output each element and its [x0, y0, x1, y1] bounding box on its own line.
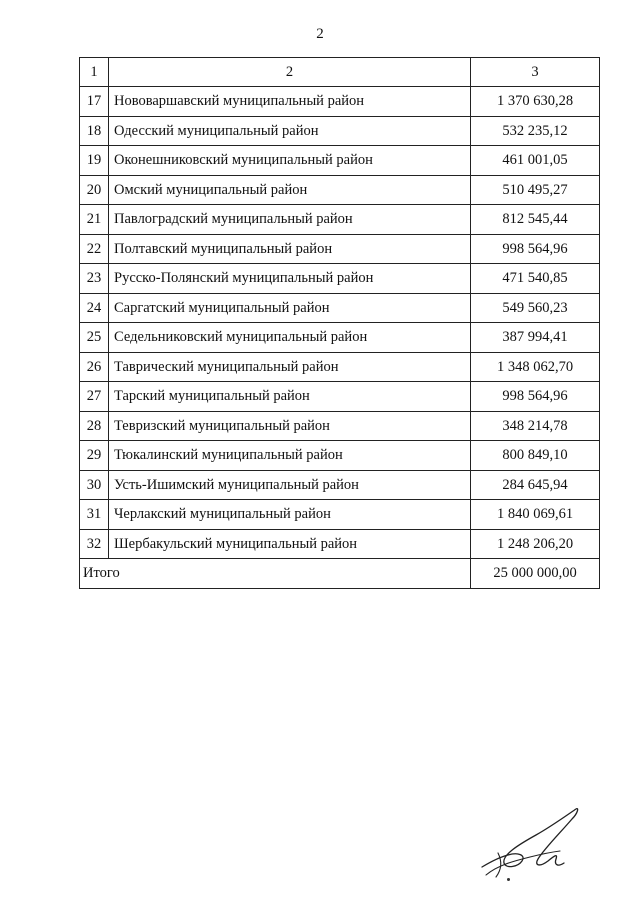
district-name: Таврический муниципальный район	[109, 352, 471, 382]
district-name: Тевризский муниципальный район	[109, 411, 471, 441]
table-row	[80, 116, 600, 146]
row-number: 30	[80, 470, 109, 500]
district-name: Нововаршавский муниципальный район	[109, 87, 471, 117]
amount: 471 540,85	[471, 264, 600, 294]
amount: 998 564,96	[471, 382, 600, 412]
amount: 1 248 206,20	[471, 529, 600, 559]
table-row	[80, 264, 600, 294]
amount: 812 545,44	[471, 205, 600, 235]
district-name: Усть-Ишимский муниципальный район	[109, 470, 471, 500]
table-row	[80, 146, 600, 176]
table-row	[80, 352, 600, 382]
row-number: 18	[80, 116, 109, 146]
ink-dot	[507, 878, 510, 881]
district-name: Седельниковский муниципальный район	[109, 323, 471, 353]
table-row	[80, 87, 600, 117]
row-number: 17	[80, 87, 109, 117]
allocation-table	[79, 57, 600, 589]
amount: 998 564,96	[471, 234, 600, 264]
district-name: Черлакский муниципальный район	[109, 500, 471, 530]
table-row	[80, 500, 600, 530]
total-row	[80, 559, 600, 589]
district-name: Шербакульский муниципальный район	[109, 529, 471, 559]
row-number: 26	[80, 352, 109, 382]
row-number: 32	[80, 529, 109, 559]
amount: 549 560,23	[471, 293, 600, 323]
district-name: Тюкалинский муниципальный район	[109, 441, 471, 471]
table-row	[80, 175, 600, 205]
table-row	[80, 529, 600, 559]
table-row	[80, 234, 600, 264]
header-col-2: 2	[109, 58, 471, 87]
row-number: 29	[80, 441, 109, 471]
amount: 1 348 062,70	[471, 352, 600, 382]
total-label: Итого	[80, 559, 471, 589]
row-number: 24	[80, 293, 109, 323]
amount: 800 849,10	[471, 441, 600, 471]
handwritten-signature	[478, 805, 588, 885]
row-number: 21	[80, 205, 109, 235]
row-number: 28	[80, 411, 109, 441]
header-col-3: 3	[471, 58, 600, 87]
total-amount: 25 000 000,00	[471, 559, 600, 589]
amount: 284 645,94	[471, 470, 600, 500]
district-name: Саргатский муниципальный район	[109, 293, 471, 323]
table-row	[80, 205, 600, 235]
page-number: 2	[316, 26, 324, 42]
amount: 1 370 630,28	[471, 87, 600, 117]
table-row	[80, 470, 600, 500]
district-name: Павлоградский муниципальный район	[109, 205, 471, 235]
row-number: 25	[80, 323, 109, 353]
table-header-row	[80, 58, 600, 87]
row-number: 31	[80, 500, 109, 530]
header-col-1: 1	[80, 58, 109, 87]
row-number: 20	[80, 175, 109, 205]
row-number: 19	[80, 146, 109, 176]
table-row	[80, 411, 600, 441]
district-name: Тарский муниципальный район	[109, 382, 471, 412]
amount: 532 235,12	[471, 116, 600, 146]
amount: 510 495,27	[471, 175, 600, 205]
table-row	[80, 441, 600, 471]
district-name: Полтавский муниципальный район	[109, 234, 471, 264]
row-number: 22	[80, 234, 109, 264]
table-row	[80, 323, 600, 353]
district-name: Русско-Полянский муниципальный район	[109, 264, 471, 294]
table-row	[80, 293, 600, 323]
amount: 1 840 069,61	[471, 500, 600, 530]
amount: 461 001,05	[471, 146, 600, 176]
row-number: 27	[80, 382, 109, 412]
row-number: 23	[80, 264, 109, 294]
amount: 348 214,78	[471, 411, 600, 441]
table-row	[80, 382, 600, 412]
district-name: Омский муниципальный район	[109, 175, 471, 205]
amount: 387 994,41	[471, 323, 600, 353]
district-name: Одесский муниципальный район	[109, 116, 471, 146]
district-name: Оконешниковский муниципальный район	[109, 146, 471, 176]
